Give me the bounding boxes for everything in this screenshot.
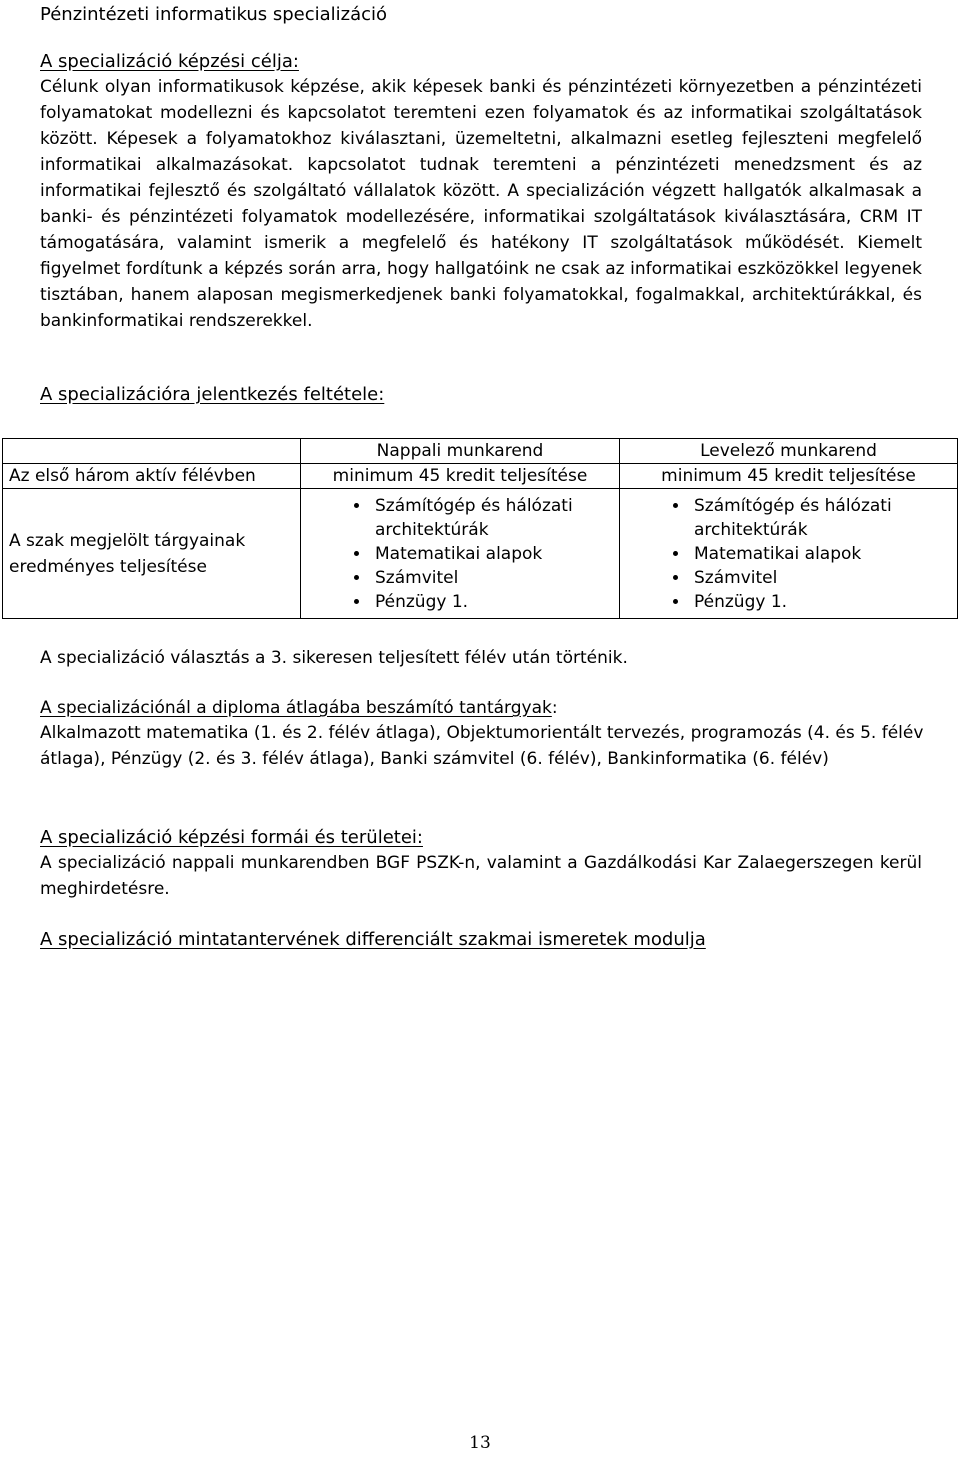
page-title: Pénzintézeti informatikus specializáció	[40, 4, 388, 25]
module-heading: A specializáció mintatantervének differenciált szakmai ismeretek modulja	[40, 929, 706, 950]
list-item: • Matematikai alapok	[690, 542, 957, 566]
diploma-heading-line	[40, 695, 922, 721]
diploma-heading-colon: :	[551, 698, 558, 718]
subjects-correspondence-list	[620, 494, 957, 614]
subjects-correspondence-cell	[620, 489, 958, 619]
credits-correspondence: minimum 45 kredit teljesítése	[620, 464, 958, 489]
list-item: • Számítógép és hálózati architektúrák	[371, 494, 619, 542]
goal-paragraph: Célunk olyan informatikusok képzése, akik képesek banki és pénzintézeti környezetben a pénzintézeti folyamatokat modellezni és kapcsolatot teremteni ezen folyamatok és az informatikai szolgáltatások között. Képesek a folyamatokhoz kiválasztani, üzemeltetni, alkalmazni esetleg fejleszteni megfelelő informatikai alkalmazásokat. kapcsolatot tudnak teremteni a pénzintézeti menedzsment és az informatikai fejlesztő és szolgáltató vállalatok között. A specializáción végzett hallgatók alkalmasak a banki- és pénzintézeti folyamatok modellezésére, informatikai szolgáltatások kiválasztására, CRM IT támogatására, valamint ismerik a megfelelő és hatékony IT szolgáltatások működését. Kiemelt figyelmet fordítunk a képzés során arra, hogy hallgatóink ne csak az informatikai eszközökkel legyenek tisztában, hanem alaposan megismerkedjenek banki folyamatokkal, fogalmakkal, architektúrákkal, és bankinformatikai rendszerekkel.	[40, 77, 922, 331]
credits-day: minimum 45 kredit teljesítése	[301, 464, 620, 489]
column-header-correspondence: Levelező munkarend	[620, 439, 958, 464]
subjects-day-list	[301, 494, 619, 614]
diploma-heading: A specializációnál a diploma átlagába beszámító tantárgyak	[40, 698, 552, 718]
row-label-credits: Az első három aktív félévben	[3, 464, 301, 489]
row-label-subjects: A szak megjelölt tárgyainak eredményes teljesítése	[3, 489, 301, 619]
list-item: • Pénzügy 1.	[371, 590, 619, 614]
subjects-day-cell	[301, 489, 620, 619]
diploma-paragraph: Alkalmazott matematika (1. és 2. félév átlaga), Objektumorientált tervezés, programozás (4. és 5. félév átlaga), Pénzügy (2. és 3. félév átlaga), Banki számvitel (6. félév), Bankinformatika (6. félév)	[40, 723, 924, 769]
list-item: • Matematikai alapok	[371, 542, 619, 566]
requirements-heading: A specializációra jelentkezés feltétele:	[40, 384, 385, 405]
column-header-day: Nappali munkarend	[301, 439, 620, 464]
list-item: • Számvitel	[371, 566, 619, 590]
table-row	[3, 464, 958, 489]
table-row	[3, 489, 958, 619]
page-number: 13	[469, 1433, 491, 1453]
requirements-table	[2, 438, 958, 619]
table-header-row	[3, 439, 958, 464]
list-item: • Számvitel	[690, 566, 957, 590]
list-item: • Számítógép és hálózati architektúrák	[690, 494, 957, 542]
table-corner-cell	[3, 439, 301, 464]
goal-heading: A specializáció képzési célja:	[40, 51, 299, 72]
choice-paragraph: A specializáció választás a 3. sikeresen teljesített félév után történik.	[40, 648, 628, 668]
list-item: • Pénzügy 1.	[690, 590, 957, 614]
forms-heading: A specializáció képzési formái és területei:	[40, 827, 423, 848]
forms-paragraph: A specializáció nappali munkarendben BGF PSZK-n, valamint a Gazdálkodási Kar Zalaegerszegen kerül meghirdetésre.	[40, 853, 922, 899]
